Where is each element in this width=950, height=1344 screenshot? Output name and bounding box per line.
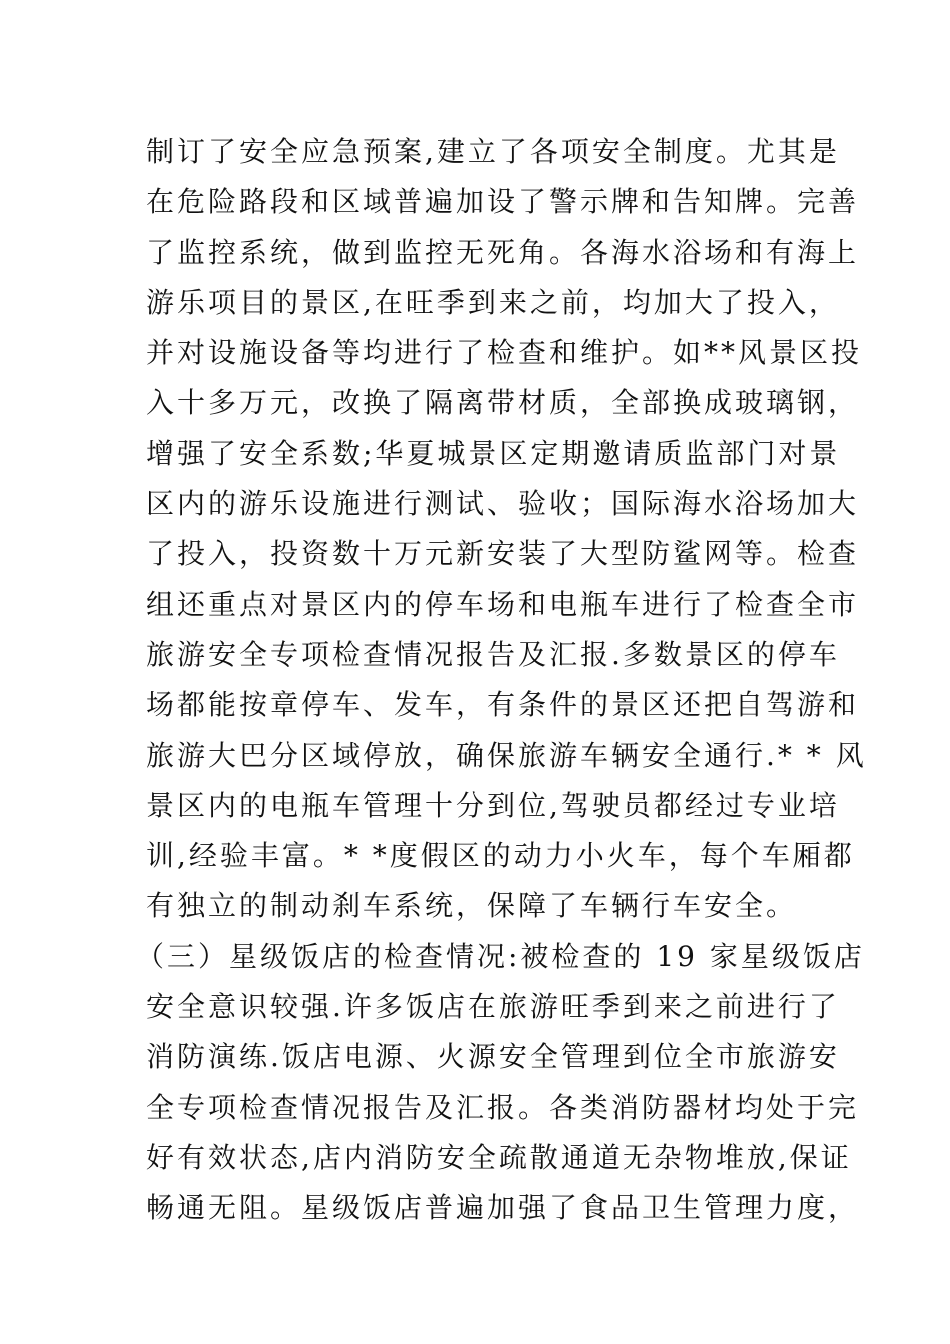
text-line: 增强了安全系数;华夏城景区定期邀请质监部门对景 [146,436,841,470]
section-heading-line: （三）星级饭店的检查情况:被检查的 19 家星级饭店 [136,939,865,973]
text-line: 了投入，投资数十万元新安装了大型防鲨网等。检查 [146,537,860,571]
text-line: 消防演练.饭店电源、火源安全管理到位全市旅游安 [146,1040,840,1074]
text-line: 制订了安全应急预案,建立了各项安全制度。尤其是 [146,135,840,168]
text-line: 有独立的制动刹车系统，保障了车辆行车安全。 [146,889,798,923]
text-line: 场都能按章停车、发车，有条件的景区还把自驾游和 [146,688,860,722]
text-line: 景区内的电瓶车管理十分到位,驾驶员都经过专业培 [146,788,840,822]
text-line: 全专项检查情况报告及汇报。各类消防器材均处于完 [146,1090,860,1124]
text-line: 入十多万元，改换了隔离带材质，全部换成玻璃钢， [146,386,860,420]
text-line: 畅通无阻。星级饭店普遍加强了食品卫生管理力度， [146,1191,860,1225]
text-line: 组还重点对景区内的停车场和电瓶车进行了检查全市 [146,587,860,621]
body-text [136,127,867,1234]
text-line: 好有效状态,店内消防安全疏散通道无杂物堆放,保证 [146,1140,852,1174]
text-line: 旅游安全专项检查情况报告及汇报.多数景区的停车 [146,637,840,671]
text-line: 了监控系统，做到监控无死角。各海水浴场和有海上 [146,235,860,269]
text-line: 旅游大巴分区域停放，确保旅游车辆安全通行.* * 风 [146,738,867,772]
text-line: 区内的游乐设施进行测试、验收；国际海水浴场加大 [146,487,860,521]
text-line: 安全意识较强.许多饭店在旅游旺季到来之前进行了 [146,990,840,1024]
text-line: 并对设施设备等均进行了检查和维护。如**风景区投 [146,336,863,370]
text-line: 训,经验丰富。* *度假区的动力小火车，每个车厢都 [146,839,855,873]
text-line: 游乐项目的景区,在旺季到来之前，均加大了投入， [146,285,840,319]
text-line: 在危险路段和区域普遍加设了警示牌和告知牌。完善 [146,185,860,219]
